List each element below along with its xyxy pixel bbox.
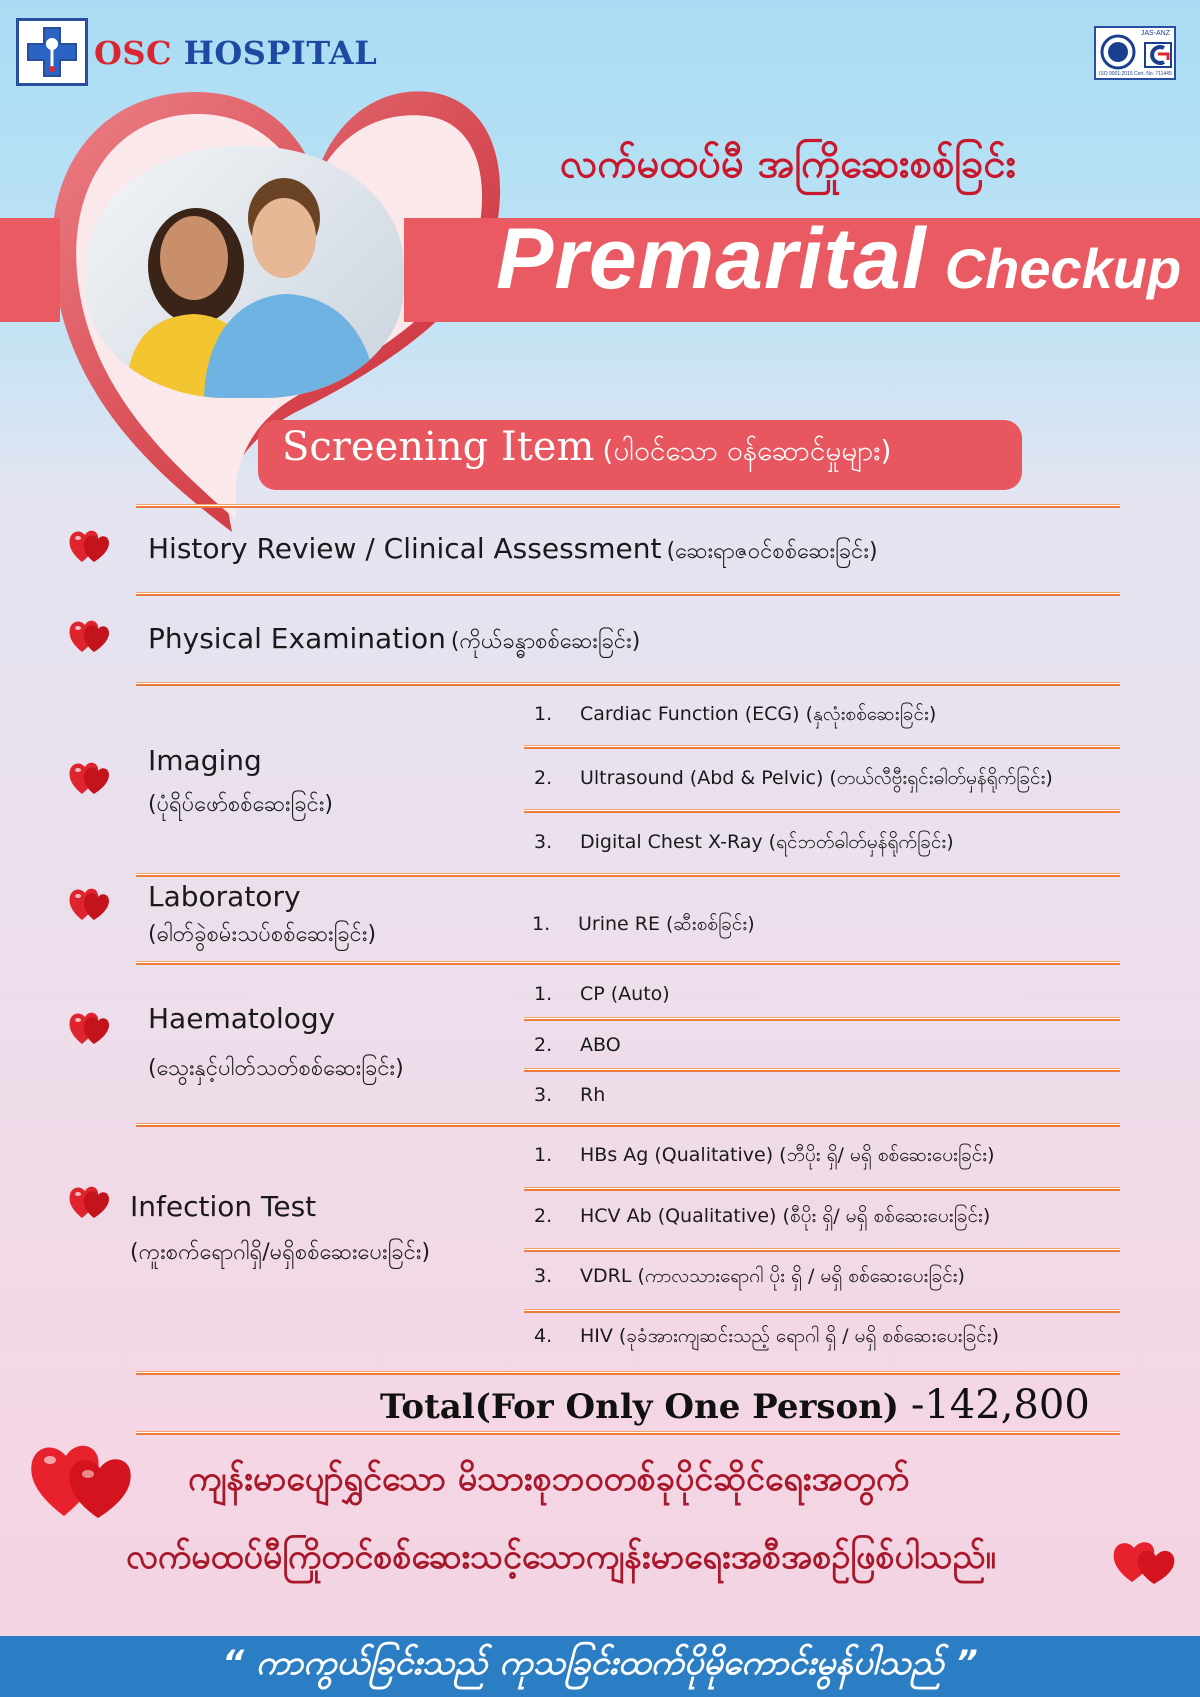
divider [136,873,1120,877]
haematology-label: Haematology [148,1002,336,1035]
list-item: 1. Urine RE (ဆီးစစ်ခြင်း) [532,913,755,935]
list-item: 2. HCV Ab (Qualitative) (စီပိုး ရှိ/ မရှိ စစ်ဆေးပေးခြင်း) [534,1205,991,1227]
closing-line-1: ကျန်းမာပျော်ရွှင်သော မိသားစုဘဝတစ်ခုပိုင်ဆိုင်ရေးအတွက် [188,1459,910,1499]
double-heart-icon [1110,1534,1180,1586]
physical-label: Physical Examination [148,622,446,655]
heart-icon [68,618,110,654]
hospital-name-suffix: HOSPITAL [183,34,378,72]
title-premarital: Premarital [496,211,927,307]
divider [136,1371,1120,1375]
divider [524,745,1120,749]
screening-label-en: Screening Item [282,424,595,470]
section-history [148,532,878,569]
divider [524,1017,1120,1021]
list-item: 1. Cardiac Function (ECG) (နှလုံးစစ်ဆေးခြင်း) [534,703,937,725]
footer-slogan: “ ကာကွယ်ခြင်းသည် ကုသခြင်းထက်ပိုမိုကောင်းမွန်ပါသည် ” [222,1643,978,1683]
heart-icon [68,760,110,796]
divider [524,1248,1120,1252]
screening-heading [282,424,891,474]
section-infection [130,1190,430,1270]
divider [524,1187,1120,1191]
total-price [380,1382,1090,1428]
cert-label: JAS-ANZ [1140,30,1170,37]
physical-label-mm: (ကိုယ်ခန္ဓာစစ်ဆေးခြင်း) [450,629,641,654]
list-item: 4. HIV (ခုခံအားကျဆင်းသည့် ရောဂါ ရှိ / မရှိ စစ်ဆေးပေးခြင်း) [534,1325,1000,1347]
divider [524,1068,1120,1072]
infection-label-mm: (ကူးစက်ရောဂါရှိ/မရှိစစ်ဆေးပေးခြင်း) [130,1240,431,1265]
section-laboratory [148,880,376,952]
imaging-label: Imaging [148,744,262,777]
divider [524,1309,1120,1313]
list-item: 1. CP (Auto) [534,983,670,1005]
title-checkup: Checkup [944,237,1182,300]
heart-icon [68,886,110,922]
imaging-label-mm: (ပုံရိပ်ဖော်စစ်ဆေးခြင်း) [148,792,334,817]
hospital-name-prefix: OSC [94,34,172,72]
double-heart-icon [26,1434,146,1520]
divider [136,592,1120,596]
divider [136,1123,1120,1127]
list-item: 3. Digital Chest X-Ray (ရင်ဘတ်ဓါတ်မှန်ရိုက်ခြင်း) [534,831,954,853]
divider [136,961,1120,965]
couple-photo [86,146,404,398]
list-item: 3. Rh [534,1084,606,1106]
hospital-name [94,34,377,72]
total-amount: -142,800 [910,1382,1090,1428]
section-imaging [148,744,333,822]
title-band-left [0,218,60,322]
heart-icon [68,1184,110,1220]
list-item: 1. HBs Ag (Qualitative) (ဘီပိုး ရှိ/ မရှိ စစ်ဆေးပေးခြင်း) [534,1144,995,1166]
cert-number: ISO 9001:2015 Cert. No. 711445 [1099,71,1172,77]
history-label: History Review / Clinical Assessment [148,532,662,565]
list-item: 2. ABO [534,1034,621,1056]
section-physical [148,622,640,659]
hospital-logo [16,18,88,86]
history-label-mm: (ဆေးရာဇဝင်စစ်ဆေးခြင်း) [666,539,878,564]
laboratory-label: Laboratory [148,880,301,913]
section-haematology [148,1002,404,1086]
haematology-label-mm: (သွေးနှင့်ပါတ်သတ်စစ်ဆေးခြင်း) [148,1056,404,1081]
myanmar-title: လက်မထပ်မီ အကြိုဆေးစစ်ခြင်း [560,141,1016,187]
divider [136,1431,1120,1435]
heart-icon [68,1010,110,1046]
laboratory-label-mm: (ဓါတ်ခွဲစမ်းသပ်စစ်ဆေးခြင်း) [148,922,377,947]
screening-label-mm: (ပါဝင်သော ဝန်ဆောင်မှုများ) [602,434,892,467]
list-item: 3. VDRL (ကာလသားရောဂါ ပိုး ရှိ / မရှိ စစ်ဆေးပေးခြင်း) [534,1265,965,1287]
divider [524,809,1120,813]
infection-label: Infection Test [130,1190,317,1223]
divider [136,682,1120,686]
total-label: Total(For Only One Person) [380,1387,899,1427]
divider [136,504,1120,508]
heart-icon [68,528,110,564]
list-item: 2. Ultrasound (Abd & Pelvic) (တယ်လီဗွီးရှင်းဓါတ်မှန်ရိုက်ခြင်း) [534,767,1053,789]
page-title [496,210,1181,309]
iso-certification-badge [1094,26,1176,80]
closing-line-2: လက်မထပ်မီကြိုတင်စစ်ဆေးသင့်သောကျန်းမာရေးအစီအစဉ်ဖြစ်ပါသည်။ [126,1537,996,1577]
